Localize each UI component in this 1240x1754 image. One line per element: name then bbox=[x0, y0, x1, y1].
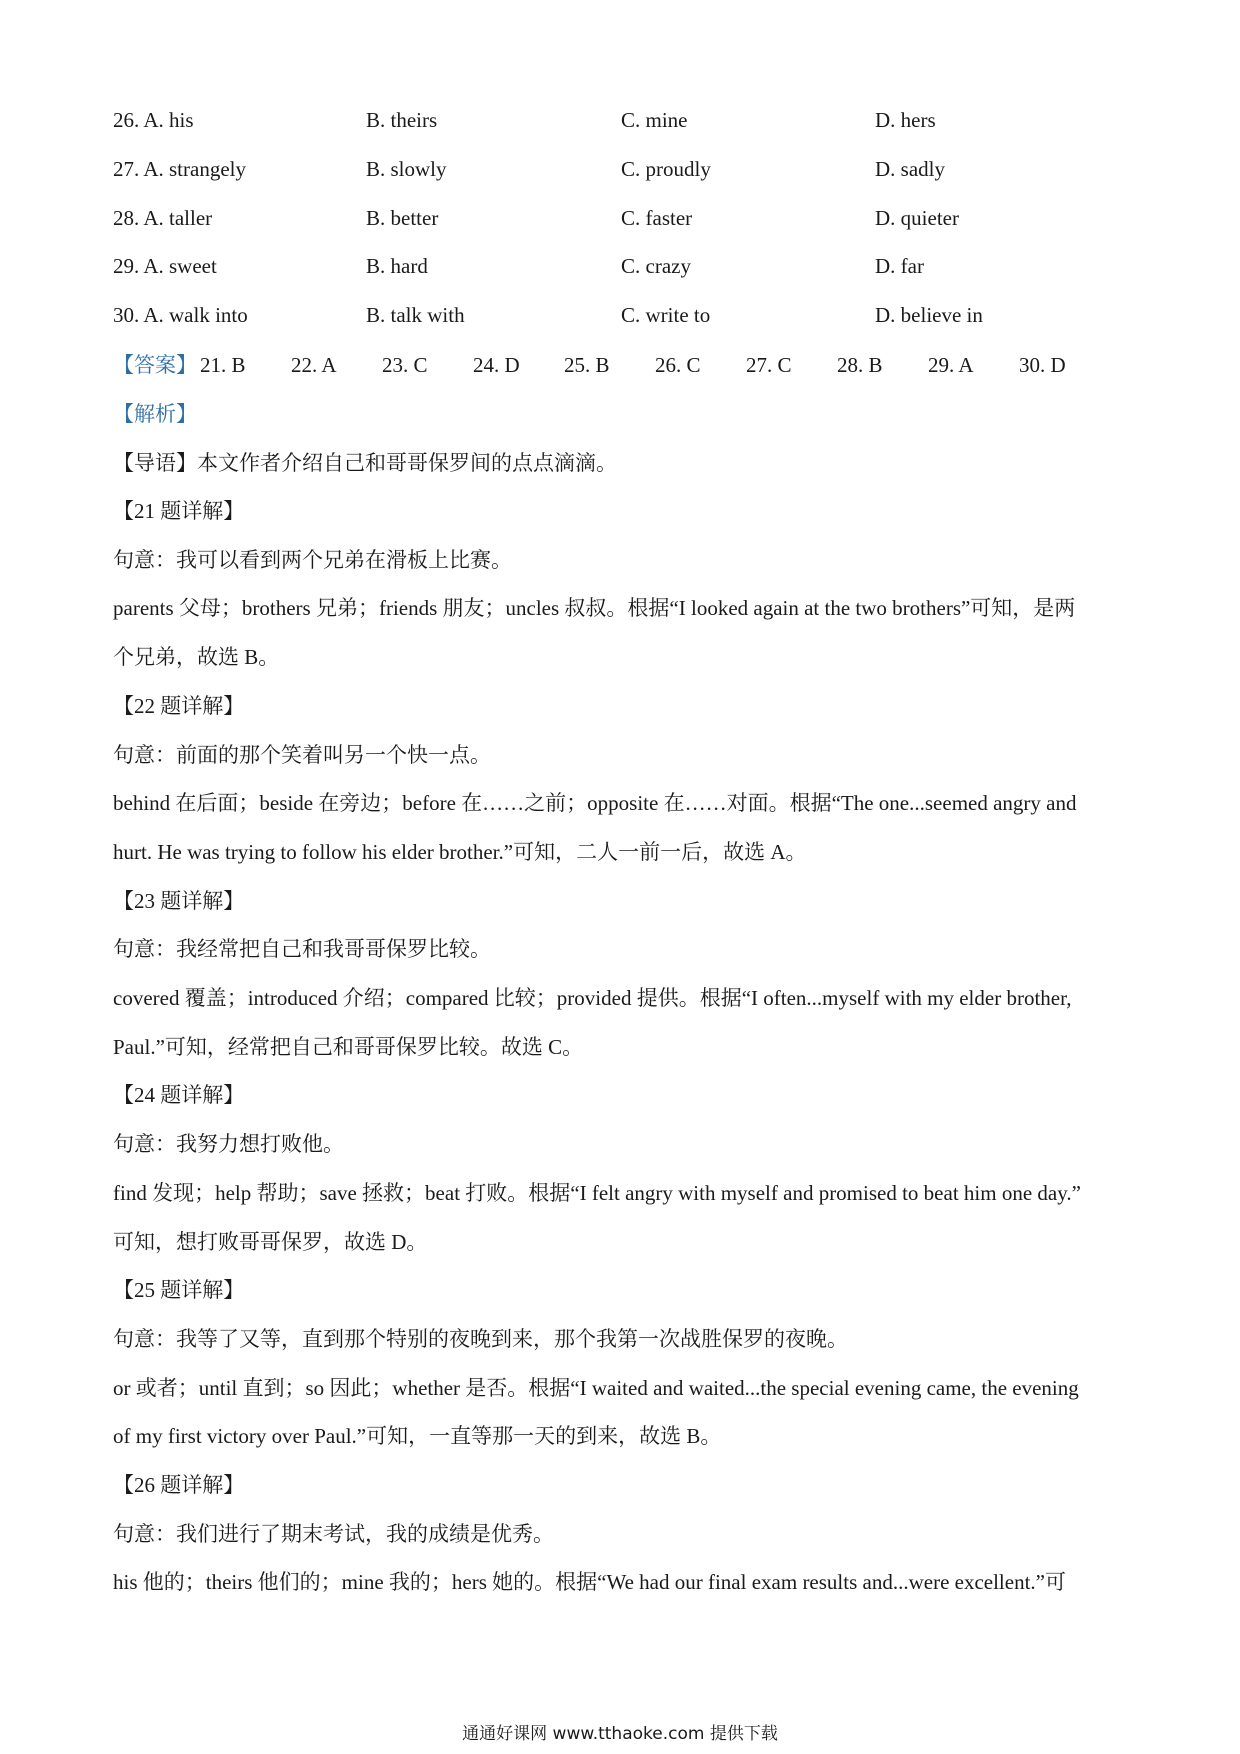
option-c: C. write to bbox=[621, 303, 711, 327]
answer-tag: 【答案】 bbox=[113, 353, 197, 377]
text-line: 句意：前面的那个笑着叫另一个快一点。 bbox=[113, 743, 491, 767]
option-c: C. faster bbox=[621, 206, 693, 230]
section-heading: 【23 题详解】 bbox=[113, 889, 245, 913]
section-heading: 【24 题详解】 bbox=[113, 1083, 245, 1107]
option-c: C. crazy bbox=[621, 254, 691, 278]
section-heading: 【26 题详解】 bbox=[113, 1473, 245, 1497]
answer-item: 28. B bbox=[837, 353, 883, 377]
text-line: 句意：我经常把自己和我哥哥保罗比较。 bbox=[113, 937, 491, 961]
text-line: 句意：我努力想打败他。 bbox=[113, 1132, 344, 1156]
option-b: B. talk with bbox=[366, 303, 465, 327]
text-line: 个兄弟，故选 B。 bbox=[113, 645, 280, 669]
option-b: B. slowly bbox=[366, 157, 447, 181]
answer-item: 24. D bbox=[473, 353, 520, 377]
text-line: behind 在后面；beside 在旁边；before 在……之前；opposite 在……对面。根据“The one...seemed angry and bbox=[113, 791, 1077, 815]
text-line: 句意：我等了又等，直到那个特别的夜晚到来，那个我第一次战胜保罗的夜晚。 bbox=[113, 1327, 848, 1351]
page-footer: 通通好课网 www.tthaoke.com 提供下载 bbox=[462, 1724, 778, 1744]
section-heading: 【22 题详解】 bbox=[113, 694, 245, 718]
option-b: B. better bbox=[366, 206, 439, 230]
option-a: 29. A. sweet bbox=[113, 254, 217, 278]
text-line: find 发现；help 帮助；save 拯救；beat 打败。根据“I felt angry with myself and promised to beat him one day.” bbox=[113, 1181, 1081, 1205]
option-d: D. believe in bbox=[875, 303, 983, 327]
text-line: parents 父母；brothers 兄弟；friends 朋友；uncles 叔叔。根据“I looked again at the two brothers”可知，是两 bbox=[113, 596, 1076, 620]
option-d: D. far bbox=[875, 254, 924, 278]
text-line: 可知，想打败哥哥保罗，故选 D。 bbox=[113, 1230, 428, 1254]
section-heading: 【21 题详解】 bbox=[113, 499, 245, 523]
text-line: or 或者；until 直到；so 因此；whether 是否。根据“I waited and waited...the special evening came, the evening bbox=[113, 1376, 1079, 1400]
option-a: 30. A. walk into bbox=[113, 303, 248, 327]
option-a: 26. A. his bbox=[113, 108, 194, 132]
text-line: 句意：我们进行了期末考试，我的成绩是优秀。 bbox=[113, 1522, 554, 1546]
analysis-tag: 【解析】 bbox=[113, 402, 197, 426]
intro-line: 【导语】本文作者介绍自己和哥哥保罗间的点点滴滴。 bbox=[113, 451, 617, 475]
answer-item: 27. C bbox=[746, 353, 792, 377]
option-d: D. hers bbox=[875, 108, 936, 132]
text-line: covered 覆盖；introduced 介绍；compared 比较；provided 提供。根据“I often...myself with my elder brother, bbox=[113, 986, 1072, 1010]
text-line: hurt. He was trying to follow his elder brother.”可知，二人一前一后，故选 A。 bbox=[113, 840, 807, 864]
text-line: Paul.”可知，经常把自己和哥哥保罗比较。故选 C。 bbox=[113, 1035, 584, 1059]
answer-item: 23. C bbox=[382, 353, 428, 377]
text-line: of my first victory over Paul.”可知，一直等那一天的到来，故选 B。 bbox=[113, 1424, 722, 1448]
option-d: D. sadly bbox=[875, 157, 945, 181]
answer-item: 21. B bbox=[200, 353, 246, 377]
option-b: B. hard bbox=[366, 254, 428, 278]
answer-item: 26. C bbox=[655, 353, 701, 377]
answer-item: 29. A bbox=[928, 353, 974, 377]
text-line: his 他的；theirs 他们的；mine 我的；hers 她的。根据“We had our final exam results and...were excellent.”可 bbox=[113, 1570, 1066, 1594]
answer-item: 22. A bbox=[291, 353, 337, 377]
option-c: C. mine bbox=[621, 108, 688, 132]
answer-item: 25. B bbox=[564, 353, 610, 377]
option-d: D. quieter bbox=[875, 206, 959, 230]
option-a: 27. A. strangely bbox=[113, 157, 246, 181]
answer-item: 30. D bbox=[1019, 353, 1066, 377]
option-a: 28. A. taller bbox=[113, 206, 213, 230]
section-heading: 【25 题详解】 bbox=[113, 1278, 245, 1302]
option-b: B. theirs bbox=[366, 108, 438, 132]
option-c: C. proudly bbox=[621, 157, 711, 181]
text-line: 句意：我可以看到两个兄弟在滑板上比赛。 bbox=[113, 548, 512, 572]
